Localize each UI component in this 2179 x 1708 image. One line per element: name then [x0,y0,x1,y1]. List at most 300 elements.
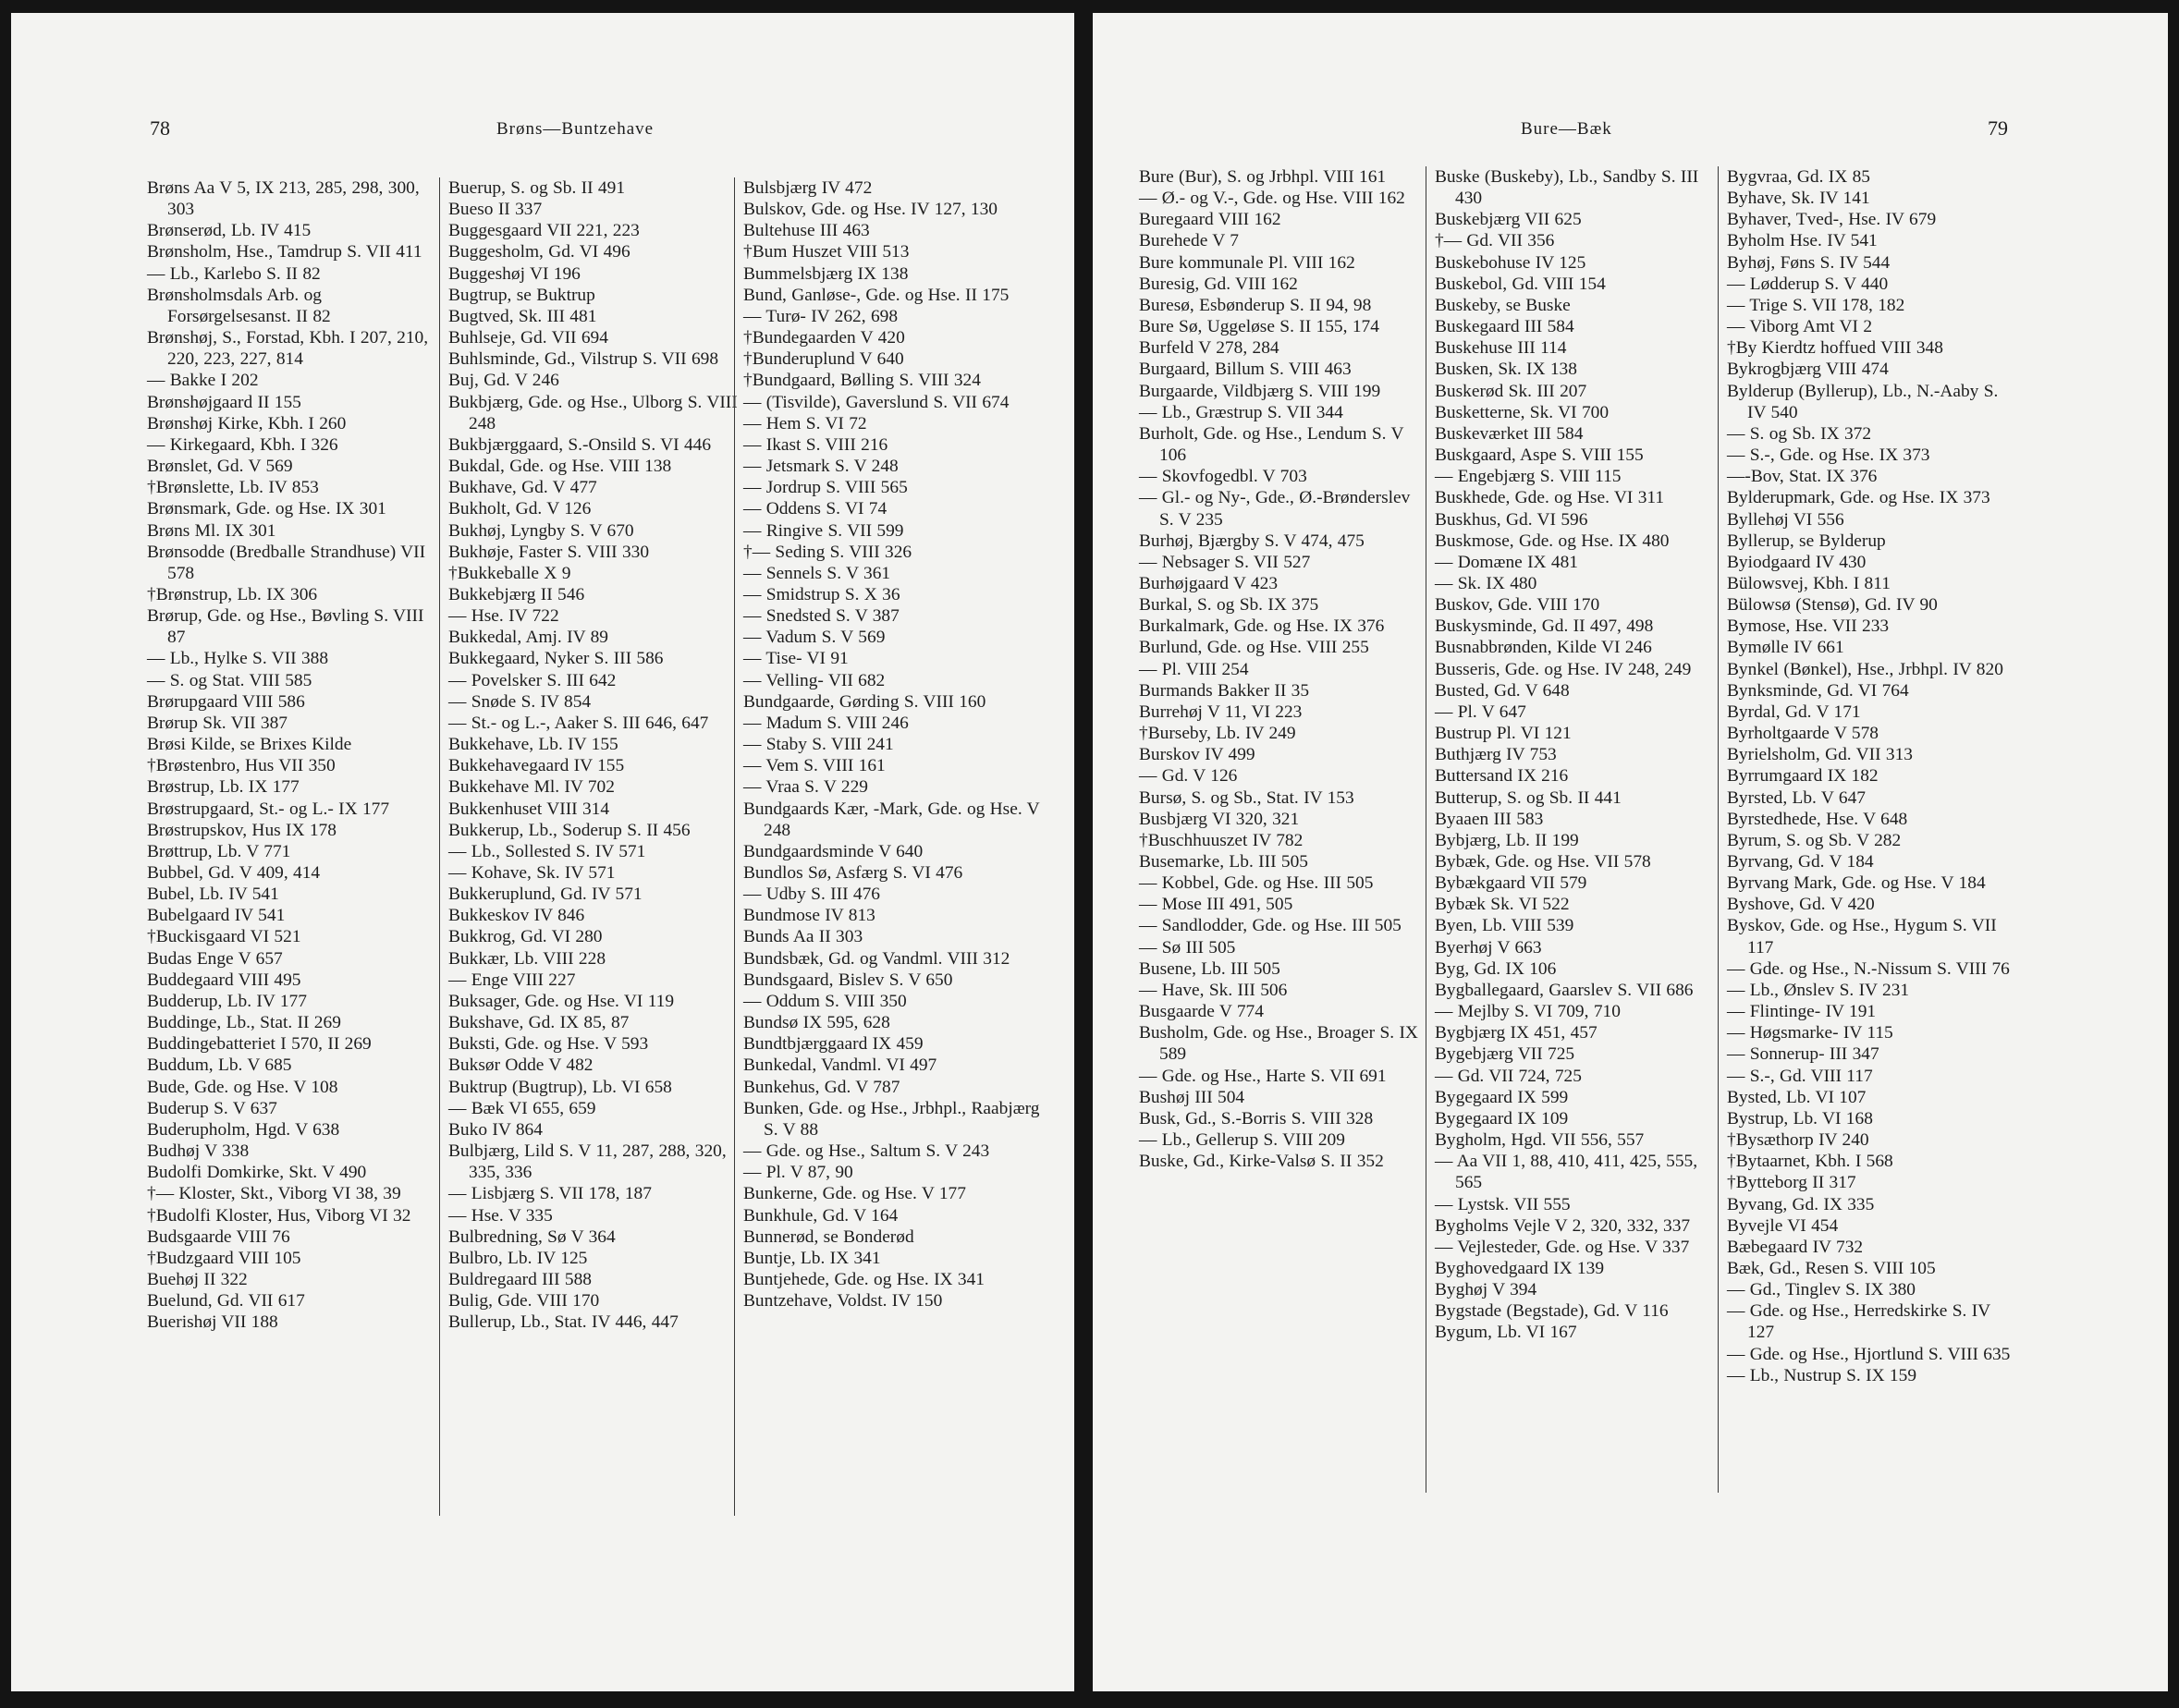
index-entry: Bymølle IV 661 [1727,638,1844,658]
index-entry: Bybjærg, Lb. II 199 [1435,830,1579,850]
index-entry: †Bunderuplund V 640 [743,349,904,370]
index-entry: Busted, Gd. V 648 [1435,680,1570,701]
index-entry: — Høgsmarke- IV 115 [1727,1023,1893,1043]
index-entry: Bure (Bur), S. og Jrbhpl. VIII 161 [1139,167,1387,187]
index-column [147,177,438,1333]
index-entry: Buderupholm, Hgd. V 638 [147,1119,340,1140]
index-entry: Busk, Gd., S.-Borris S. VIII 328 [1139,1108,1374,1128]
index-entry: Buregaard VIII 162 [1139,210,1281,230]
index-entry: †Brønslette, Lb. IV 853 [147,478,319,498]
index-entry: Byholm Hse. IV 541 [1727,231,1878,251]
index-entry: — Vem S. VIII 161 [743,756,886,776]
index-entry: Buskmose, Gde. og Hse. IX 480 [1435,531,1670,551]
page-number: 79 [1988,116,2008,140]
index-entry: †— Kloster, Skt., Viborg VI 38, 39 [147,1184,401,1204]
index-entry: Bubbel, Gd. V 409, 414 [147,863,321,883]
index-entry: — Engebjærg S. VIII 115 [1435,467,1622,487]
index-entry: Bundgaarde, Gørding S. VIII 160 [743,691,986,712]
index-entry: Brøstrupskov, Hus IX 178 [147,820,337,840]
index-entry: — Lb., Nustrup S. IX 159 [1727,1365,1917,1385]
index-entry: Bülowsvej, Kbh. I 811 [1727,573,1891,593]
index-entry: Byrsted, Lb. V 647 [1727,787,1866,808]
index-entry: Bulsbjærg IV 472 [743,178,873,198]
index-entry: Brøttrup, Lb. V 771 [147,841,291,861]
running-head: Bure—Bæk [1521,119,1612,139]
index-entry: Byen, Lb. VIII 539 [1435,916,1574,936]
index-entry: Byhaver, Tved-, Hse. IV 679 [1727,210,1937,230]
index-entry: Buko IV 864 [448,1119,543,1140]
index-entry: †By Kierdtz hoffued VIII 348 [1727,338,1943,359]
index-entry: Bukshave, Gd. IX 85, 87 [448,1013,630,1033]
index-column [1139,166,1426,1172]
index-entry: — Kohave, Sk. IV 571 [448,863,616,883]
index-entry: — S.-, Gde. og Hse. IX 373 [1727,445,1930,466]
index-entry: — Ringive S. VII 599 [743,520,904,541]
index-entry: Bundgaardsminde V 640 [743,841,924,861]
index-entry: Buelund, Gd. VII 617 [147,1291,305,1312]
index-entry: Buggesholm, Gd. VI 496 [448,242,630,262]
index-entry: Byllerup, se Bylderup [1727,531,1886,551]
index-entry: Bultehuse III 463 [743,221,870,241]
index-entry: Bundtbjærggaard IX 459 [743,1034,924,1055]
index-entry: — Lb., Sollested S. IV 571 [448,841,646,861]
index-entry: Bukdal, Gde. og Hse. VIII 138 [448,457,672,477]
index-entry: Bæbegaard IV 732 [1727,1237,1864,1257]
index-entry: Bullerup, Lb., Stat. IV 446, 447 [448,1312,679,1333]
index-entry: Busene, Lb. III 505 [1139,958,1280,979]
index-entry: Bukkenhuset VIII 314 [448,799,610,819]
index-entry: Bulig, Gde. VIII 170 [448,1291,600,1312]
index-entry: Buskeby, se Buske [1435,295,1571,315]
index-entry: Buntjehede, Gde. og Hse. IX 341 [743,1269,985,1289]
index-entry: — Gde. og Hse., Saltum S. V 243 [743,1141,990,1162]
index-entry: Bukkehave, Lb. IV 155 [448,735,618,755]
index-entry: Buderup S. V 637 [147,1098,277,1118]
index-entry: — Vadum S. V 569 [743,628,886,648]
index-entry: †Buschhuuszet IV 782 [1139,830,1304,850]
index-entry: Bukkegaard, Nyker S. III 586 [448,649,664,669]
index-entry: Buskerød Sk. III 207 [1435,381,1587,401]
index-entry: Buskov, Gde. VIII 170 [1435,595,1600,616]
index-entry: Bulbro, Lb. IV 125 [448,1248,588,1268]
index-entry: Brøstrupgaard, St.- og L.- IX 177 [147,799,390,819]
index-entry: — Udby S. III 476 [743,884,880,905]
index-entry: — Skovfogedbl. V 703 [1139,467,1307,487]
index-entry: Brørup, Gde. og Hse., Bøvling S. VIII 87 [147,606,424,648]
index-entry: — Jetsmark S. V 248 [743,457,899,477]
index-entry: Byrum, S. og Sb. V 282 [1727,830,1902,850]
index-entry: Busseris, Gde. og Hse. IV 248, 249 [1435,659,1692,679]
index-entry: — Oddens S. VI 74 [743,499,888,519]
index-entry: Byerhøj V 663 [1435,937,1542,958]
index-entry: Buggesgaard VII 221, 223 [448,221,640,241]
index-entry: — Kobbel, Gde. og Hse. III 505 [1139,873,1374,894]
index-entry: Burehede V 7 [1139,231,1239,251]
index-entry: Busholm, Gde. og Hse., Broager S. IX 589 [1139,1023,1418,1065]
index-entry: Buddingebatteriet I 570, II 269 [147,1034,372,1055]
index-entry: — Velling- VII 682 [743,670,886,690]
index-entry: †— Gd. VII 356 [1435,231,1555,251]
index-entry: Bundmose IV 813 [743,906,875,926]
index-entry: †Bundegaarden V 420 [743,328,905,348]
index-entry: — Pl. V 87, 90 [743,1163,853,1183]
index-entry: Bygegaard IX 109 [1435,1108,1569,1128]
index-entry: — Domæne IX 481 [1435,552,1578,572]
index-entry: — Jordrup S. VIII 565 [743,478,908,498]
index-entry: Buhlsminde, Gd., Vilstrup S. VII 698 [448,349,719,370]
index-entry: Bulskov, Gde. og Hse. IV 127, 130 [743,200,998,220]
left-page [11,13,1074,1691]
index-entry: Byg, Gd. IX 106 [1435,958,1557,979]
index-entry: — Have, Sk. III 506 [1139,980,1288,1000]
index-entry: Brøstrup, Lb. IX 177 [147,777,300,798]
index-entry: Bunnerød, se Bonderød [743,1226,914,1247]
index-entry: Bukkeruplund, Gd. IV 571 [448,884,643,905]
index-entry: Bukbjærggaard, S.-Onsild S. VI 446 [448,434,712,455]
index-entry: Bukkehave Ml. IV 702 [448,777,615,798]
index-entry: Buddegaard VIII 495 [147,970,301,990]
index-entry: Brønserød, Lb. IV 415 [147,221,312,241]
index-entry: †Budzgaard VIII 105 [147,1248,301,1268]
index-entry: — Vraa S. V 229 [743,777,868,798]
index-entry: — S. og Sb. IX 372 [1727,423,1872,444]
index-entry: †Brøstenbro, Hus VII 350 [147,756,336,776]
index-entry: Bygebjærg VII 725 [1435,1044,1575,1065]
index-entry: — Sonnerup- III 347 [1727,1044,1879,1065]
index-entry: Bybækgaard VII 579 [1435,873,1587,894]
index-entry: — Gde. og Hse., Hjortlund S. VIII 635 [1727,1344,2011,1364]
index-entry: — Gd. V 126 [1139,766,1238,787]
index-entry: — Bæk VI 655, 659 [448,1098,596,1118]
index-entry: Byvang, Gd. IX 335 [1727,1194,1875,1214]
index-entry: Buldregaard III 588 [448,1269,592,1289]
index-entry: Buskhus, Gd. VI 596 [1435,509,1588,530]
index-entry: Bygum, Lb. VI 167 [1435,1323,1577,1343]
index-entry: Byhøj, Føns S. IV 544 [1727,252,1891,273]
index-entry: Bykrogbjærg VIII 474 [1727,360,1889,380]
index-entry: Budolfi Domkirke, Skt. V 490 [147,1163,367,1183]
index-entry: — Mejlby S. VI 709, 710 [1435,1002,1621,1022]
index-entry: Burkalmark, Gde. og Hse. IX 376 [1139,616,1385,637]
index-entry: — Ikast S. VIII 216 [743,434,888,455]
index-entry: Byskov, Gde. og Hse., Hygum S. VII 117 [1727,916,1997,958]
index-entry: — Lb., Gellerup S. VIII 209 [1139,1130,1345,1151]
index-entry: Brønsmark, Gde. og Hse. IX 301 [147,499,386,519]
index-entry: Burhøj, Bjærgby S. V 474, 475 [1139,531,1365,551]
index-entry: Buskegaard III 584 [1435,317,1574,337]
index-entry: Byrdal, Gd. V 171 [1727,702,1861,722]
index-entry: — (Tisvilde), Gaverslund S. VII 674 [743,392,1010,412]
index-entry: Bubelgaard IV 541 [147,906,286,926]
index-entry: —-Bov, Stat. IX 376 [1727,467,1878,487]
index-entry: — Lb., Karlebo S. II 82 [147,263,321,284]
index-entry: Bure kommunale Pl. VIII 162 [1139,252,1355,273]
index-entry: Budsgaarde VIII 76 [147,1226,290,1247]
index-entry: Byrielsholm, Gd. VII 313 [1727,745,1913,765]
index-column [1426,166,1729,1493]
index-entry: — Kirkegaard, Kbh. I 326 [147,434,338,455]
index-entry: — Trige S. VII 178, 182 [1727,295,1905,315]
index-entry: Busemarke, Lb. III 505 [1139,852,1308,872]
index-entry: Buksør Odde V 482 [448,1055,594,1076]
index-entry: Bynksminde, Gd. VI 764 [1727,680,1909,701]
index-entry: Buktrup (Bugtrup), Lb. VI 658 [448,1077,672,1097]
index-entry: Brønslet, Gd. V 569 [147,457,293,477]
index-entry: Bukhøj, Lyngby S. V 670 [448,520,634,541]
index-entry: Bulbjærg, Lild S. V 11, 287, 288, 320, 335, 336 [448,1141,727,1183]
index-entry: Burmands Bakker II 35 [1139,680,1310,701]
index-entry: — Sø III 505 [1139,937,1236,958]
index-entry: — Bakke I 202 [147,371,259,391]
index-entry: — Nebsager S. VII 527 [1139,552,1311,572]
index-entry: — Hse. V 335 [448,1205,553,1226]
index-entry: Bukkeskov IV 846 [448,906,585,926]
index-entry: — Gd. VII 724, 725 [1435,1066,1582,1086]
index-entry: Byrvang Mark, Gde. og Hse. V 184 [1727,873,1986,894]
index-entry: — Gl.- og Ny-, Gde., Ø.-Brønderslev S. V 235 [1139,488,1411,530]
index-entry: Bunkedal, Vandml. VI 497 [743,1055,937,1076]
index-entry: Bukholt, Gd. V 126 [448,499,592,519]
index-entry: Bæk, Gd., Resen S. VIII 105 [1727,1258,1936,1278]
index-entry: Bubel, Lb. IV 541 [147,884,279,905]
index-entry: Bukkehavegaard IV 155 [448,756,625,776]
index-entry: Brønshøj, S., Forstad, Kbh. I 207, 210, 220, 223, 227, 814 [147,328,429,370]
index-entry: Bure Sø, Uggeløse S. II 155, 174 [1139,317,1379,337]
index-entry: Brøsi Kilde, se Brixes Kilde [147,735,352,755]
index-entry: Bunken, Gde. og Hse., Jrbhpl., Raabjærg S. V 88 [743,1098,1040,1140]
index-entry: Bunkehus, Gd. V 787 [743,1077,900,1097]
index-entry: Bund, Ganløse-, Gde. og Hse. II 175 [743,285,1010,305]
index-entry: Burhøjgaard V 423 [1139,573,1279,593]
index-entry: Bystrup, Lb. VI 168 [1727,1108,1873,1128]
index-entry: Byrholtgaarde V 578 [1727,724,1879,744]
index-entry: Byrrumgaard IX 182 [1727,766,1879,787]
index-entry: Bylderupmark, Gde. og Hse. IX 373 [1727,488,1990,508]
index-entry: Byhave, Sk. IV 141 [1727,189,1870,209]
index-entry: — Ø.- og V.-, Gde. og Hse. VIII 162 [1139,189,1405,209]
index-entry: — Enge VIII 227 [448,970,576,990]
index-entry: — Lisbjærg S. VII 178, 187 [448,1184,652,1204]
index-entry: Bynkel (Bønkel), Hse., Jrbhpl. IV 820 [1727,659,2003,679]
index-entry: Buskebjærg VII 625 [1435,210,1582,230]
index-entry: — Aa VII 1, 88, 410, 411, 425, 555, 565 [1435,1152,1698,1193]
index-entry: Buntje, Lb. IX 341 [743,1248,881,1268]
index-entry: Bysted, Lb. VI 107 [1727,1087,1867,1107]
index-entry: — Tise- VI 91 [743,649,849,669]
index-entry: Byghøj V 394 [1435,1280,1537,1300]
index-entry: Bundsø IX 595, 628 [743,1013,890,1033]
index-entry: — Gde. og Hse., Herredskirke S. IV 127 [1727,1301,1990,1343]
index-entry: Busgaarde V 774 [1139,1002,1264,1022]
index-entry: Brønsholm, Hse., Tamdrup S. VII 411 [147,242,422,262]
index-entry: Bygegaard IX 599 [1435,1087,1569,1107]
index-entry: Bybæk Sk. VI 522 [1435,895,1570,915]
index-entry: Byshove, Gd. V 420 [1727,895,1875,915]
index-entry: Buj, Gd. V 246 [448,371,559,391]
index-entry: — Lødderup S. V 440 [1727,274,1889,294]
index-entry: †Bundgaard, Bølling S. VIII 324 [743,371,981,391]
index-entry: — Vejlesteder, Gde. og Hse. V 337 [1435,1237,1690,1257]
index-entry: Bueso II 337 [448,200,543,220]
index-entry: Byghovedgaard IX 139 [1435,1258,1605,1278]
index-entry: Brørupgaard VIII 586 [147,691,305,712]
index-entry: Buske (Buskeby), Lb., Sandby S. III 430 [1435,167,1699,209]
index-entry: Budas Enge V 657 [147,948,283,969]
index-entry: Burlund, Gde. og Hse. VIII 255 [1139,638,1369,658]
index-entry: Bygstade (Begstade), Gd. V 116 [1435,1301,1669,1322]
index-entry: Byaaen III 583 [1435,809,1544,829]
index-entry: Bude, Gde. og Hse. V 108 [147,1077,338,1097]
index-entry: †Bysæthorp IV 240 [1727,1130,1869,1151]
index-entry: — Sk. IX 480 [1435,573,1537,593]
index-entry: Bygbjærg IX 451, 457 [1435,1023,1598,1043]
index-entry: Buskehuse III 114 [1435,338,1567,359]
index-entry: Brønsholmsdals Arb. og Forsørgelsesanst. II 82 [147,285,331,326]
index-entry: Bygholm, Hgd. VII 556, 557 [1435,1130,1645,1151]
index-entry: Buggeshøj VI 196 [448,263,581,284]
index-entry: — Pl. VIII 254 [1139,659,1249,679]
index-entry: Busnabbrønden, Kilde VI 246 [1435,638,1652,658]
index-entry: Buthjærg IV 753 [1435,745,1557,765]
index-entry: Buskebol, Gd. VIII 154 [1435,274,1606,294]
index-entry: Budhøj V 338 [147,1141,250,1162]
index-entry: Byrstedhede, Hse. V 648 [1727,809,1908,829]
index-entry: Bursø, S. og Sb., Stat. IV 153 [1139,787,1354,808]
index-entry: — Flintinge- IV 191 [1727,1002,1877,1022]
index-column [1718,166,2021,1493]
index-entry: Brøns Aa V 5, IX 213, 285, 298, 300, 303 [147,178,420,220]
index-entry: Bulbredning, Sø V 364 [448,1226,616,1247]
index-entry: Bugtrup, se Buktrup [448,285,595,305]
index-entry: †Bum Huszet VIII 513 [743,242,910,262]
index-entry: †— Seding S. VIII 326 [743,542,912,562]
index-entry: — S. og Stat. VIII 585 [147,670,312,690]
index-entry: Burholt, Gde. og Hse., Lendum S. V 106 [1139,423,1404,466]
index-entry: — Madum S. VIII 246 [743,713,909,733]
index-entry: Buskhede, Gde. og Hse. VI 311 [1435,488,1665,508]
index-entry: — Snøde S. IV 854 [448,691,592,712]
index-entry: Buskysminde, Gd. II 497, 498 [1435,616,1654,637]
index-entry: Bukbjærg, Gde. og Hse., Ulborg S. VIII 248 [448,392,738,433]
index-entry: Bülowsø (Stensø), Gd. IV 90 [1727,595,1938,616]
index-entry: Byllehøj VI 556 [1727,509,1844,530]
index-entry: — Mose III 491, 505 [1139,895,1293,915]
running-head: Brøns—Buntzehave [496,119,655,139]
index-entry: Bushøj III 504 [1139,1087,1245,1107]
index-entry: Bukkær, Lb. VIII 228 [448,948,606,969]
index-entry: Bukhave, Gd. V 477 [448,478,597,498]
index-entry: Byiodgaard IV 430 [1727,552,1867,572]
index-entry: Bunkhule, Gd. V 164 [743,1205,899,1226]
index-entry: Buksager, Gde. og Hse. VI 119 [448,991,675,1011]
index-entry: Butterup, S. og Sb. II 441 [1435,787,1622,808]
index-entry: Bundgaards Kær, -Mark, Gde. og Hse. V 248 [743,799,1040,840]
index-entry: — Gde. og Hse., Harte S. VII 691 [1139,1066,1387,1086]
index-entry: Buskeværket III 584 [1435,423,1584,444]
index-entry: Buresig, Gd. VIII 162 [1139,274,1298,294]
index-entry: Brøns Ml. IX 301 [147,520,276,541]
index-entry: — Sennels S. V 361 [743,563,891,583]
index-entry: Busketterne, Sk. VI 700 [1435,402,1610,422]
index-entry: — Gd., Tinglev S. IX 380 [1727,1280,1916,1300]
right-page [1093,13,2168,1691]
index-entry: — Hem S. VI 72 [743,413,867,433]
index-entry: †Burseby, Lb. IV 249 [1139,724,1296,744]
index-entry: Buskgaard, Aspe S. VIII 155 [1435,445,1644,466]
index-entry: — Viborg Amt VI 2 [1727,317,1873,337]
index-entry: Bukkerup, Lb., Soderup S. II 456 [448,820,691,840]
index-entry: Bugtved, Sk. III 481 [448,306,597,326]
index-entry: Bygballegaard, Gaarslev S. VII 686 [1435,980,1694,1000]
index-column [439,177,742,1516]
index-entry: — Oddum S. VIII 350 [743,991,907,1011]
index-entry: Brønshøj Kirke, Kbh. I 260 [147,413,347,433]
index-entry: Burskov IV 499 [1139,745,1255,765]
index-entry: — Pl. V 647 [1435,702,1526,722]
index-entry: — Turø- IV 262, 698 [743,306,899,326]
index-entry: Bunds Aa II 303 [743,927,863,947]
index-entry: — Hse. IV 722 [448,606,559,627]
index-entry: Brørup Sk. VII 387 [147,713,288,733]
index-entry: Brønshøjgaard II 155 [147,392,301,412]
index-entry: Bundsgaard, Bislev S. V 650 [743,970,953,990]
index-entry: Buttersand IX 216 [1435,766,1569,787]
index-entry: Buddum, Lb. V 685 [147,1055,292,1076]
index-entry: Bukhøje, Faster S. VIII 330 [448,542,650,562]
index-entry: — Povelsker S. III 642 [448,670,617,690]
index-entry: Bummelsbjærg IX 138 [743,263,909,284]
index-entry: Buntzehave, Voldst. IV 150 [743,1291,943,1312]
index-entry: — St.- og L.-, Aaker S. III 646, 647 [448,713,709,733]
index-entry: Bybæk, Gde. og Hse. VII 578 [1435,852,1651,872]
index-entry: Brønsodde (Bredballe Strandhuse) VII 578 [147,542,426,583]
index-entry: Buskebohuse IV 125 [1435,252,1586,273]
index-entry: Buhlseje, Gd. VII 694 [448,328,608,348]
index-entry: Bunkerne, Gde. og Hse. V 177 [743,1184,966,1204]
index-entry: Bygholms Vejle V 2, 320, 332, 337 [1435,1215,1691,1236]
index-entry: †Brønstrup, Lb. IX 306 [147,584,318,604]
index-entry: — Lb., Hylke S. VII 388 [147,649,329,669]
index-entry: — S.-, Gd. VIII 117 [1727,1066,1873,1086]
index-column [734,177,1051,1516]
index-entry: Bundsbæk, Gd. og Vandml. VIII 312 [743,948,1010,969]
index-entry: Buske, Gd., Kirke-Valsø S. II 352 [1139,1152,1384,1172]
index-entry: Burfeld V 278, 284 [1139,338,1279,359]
index-entry: †Budolfi Kloster, Hus, Viborg VI 32 [147,1205,411,1226]
index-entry: Busken, Sk. IX 138 [1435,360,1577,380]
index-entry: Byvejle VI 454 [1727,1215,1839,1236]
index-entry: — Lb., Ønslev S. IV 231 [1727,980,1910,1000]
index-entry: Bymose, Hse. VII 233 [1727,616,1890,637]
index-entry: Buddinge, Lb., Stat. II 269 [147,1013,341,1033]
index-entry: Bundlos Sø, Asfærg S. VI 476 [743,863,963,883]
index-entry: Byrvang, Gd. V 184 [1727,852,1874,872]
index-entry: Buresø, Esbønderup S. II 94, 98 [1139,295,1372,315]
index-entry: Bukkedal, Amj. IV 89 [448,628,608,648]
index-entry: Bylderup (Byllerup), Lb., N.-Aaby S. IV 540 [1727,381,1999,422]
index-entry: — Lystsk. VII 555 [1435,1194,1571,1214]
index-entry: Burgaard, Billum S. VIII 463 [1139,360,1352,380]
index-entry: — Smidstrup S. X 36 [743,584,900,604]
index-entry: — Sandlodder, Gde. og Hse. III 505 [1139,916,1402,936]
index-entry: †Buckisgaard VI 521 [147,927,301,947]
index-entry: — Snedsted S. V 387 [743,606,900,627]
index-entry: Burkal, S. og Sb. IX 375 [1139,595,1319,616]
index-entry: Buksti, Gde. og Hse. V 593 [448,1034,649,1055]
index-entry: †Bytaarnet, Kbh. I 568 [1727,1152,1893,1172]
index-entry: Burgaarde, Vildbjærg S. VIII 199 [1139,381,1381,401]
index-entry: Buerup, S. og Sb. II 491 [448,178,626,198]
